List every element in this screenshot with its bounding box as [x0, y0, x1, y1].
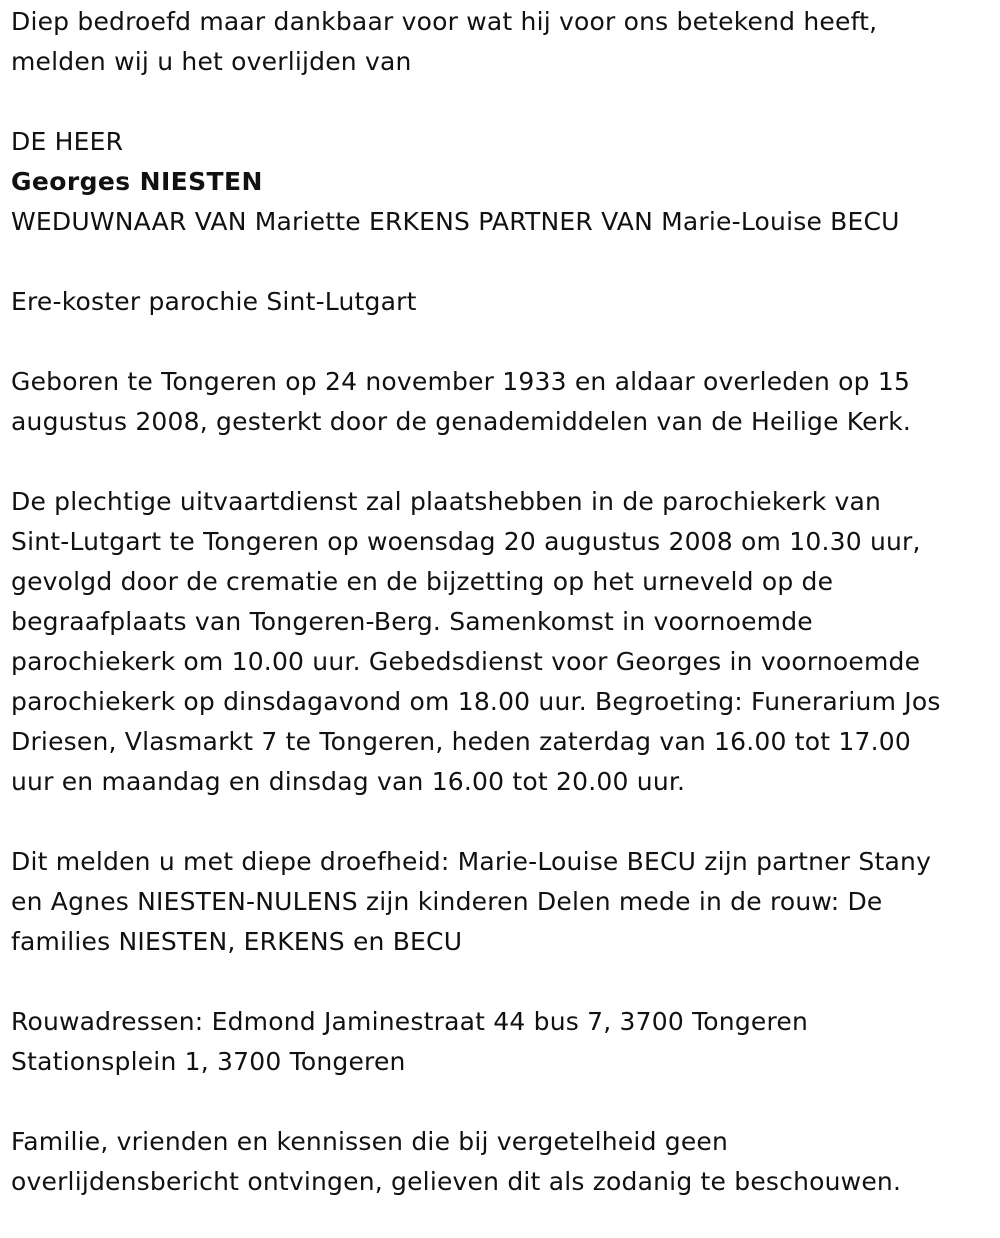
address-line: Stationsplein 1, 3700 Tongeren — [11, 1047, 406, 1076]
death-notice — [11, 2, 996, 1202]
intro-line: Diep bedroefd maar dankbaar voor wat hij voor ons betekend heeft, — [11, 7, 878, 36]
birth-death-line: augustus 2008, gesterkt door de genademiddelen van de Heilige Kerk. — [11, 407, 912, 436]
funeral-line: De plechtige uitvaartdienst zal plaatshebben in de parochiekerk van — [11, 487, 882, 516]
address-line: Rouwadressen: Edmond Jaminestraat 44 bus 7, 3700 Tongeren — [11, 1007, 809, 1036]
relations: WEDUWNAAR VAN Mariette ERKENS PARTNER VAN Marie-Louise BECU — [11, 207, 900, 236]
spacer — [11, 802, 996, 842]
spacer — [11, 242, 996, 282]
spacer — [11, 82, 996, 122]
spacer — [11, 322, 996, 362]
addresses-paragraph — [11, 1002, 996, 1082]
funeral-line: Sint-Lutgart te Tongeren op woensdag 20 augustus 2008 om 10.30 uur, — [11, 527, 921, 556]
spacer — [11, 962, 996, 1002]
birth-death-paragraph — [11, 362, 996, 442]
announcers-line: Dit melden u met diepe droefheid: Marie-Louise BECU zijn partner Stany — [11, 847, 932, 876]
closing-line: overlijdensbericht ontvingen, gelieven dit als zodanig te beschouwen. — [11, 1167, 902, 1196]
funeral-line: Driesen, Vlasmarkt 7 te Tongeren, heden zaterdag van 16.00 tot 17.00 — [11, 727, 911, 756]
closing-line: Familie, vrienden en kennissen die bij vergetelheid geen — [11, 1127, 729, 1156]
announcers-line: en Agnes NIESTEN-NULENS zijn kinderen Delen mede in de rouw: De — [11, 887, 883, 916]
intro-line: melden wij u het overlijden van — [11, 47, 412, 76]
funeral-line: parochiekerk op dinsdagavond om 18.00 uur. Begroeting: Funerarium Jos — [11, 687, 941, 716]
salutation: DE HEER — [11, 127, 124, 156]
funeral-line: parochiekerk om 10.00 uur. Gebedsdienst voor Georges in voornoemde — [11, 647, 921, 676]
birth-death-line: Geboren te Tongeren op 24 november 1933 en aldaar overleden op 15 — [11, 367, 911, 396]
funeral-line: uur en maandag en dinsdag van 16.00 tot 20.00 uur. — [11, 767, 686, 796]
spacer — [11, 1082, 996, 1122]
honorary-title: Ere-koster parochie Sint-Lutgart — [11, 287, 417, 316]
funeral-paragraph — [11, 482, 996, 802]
deceased-name: Georges NIESTEN — [11, 167, 263, 196]
spacer — [11, 442, 996, 482]
announcers-line: families NIESTEN, ERKENS en BECU — [11, 927, 463, 956]
closing-paragraph — [11, 1122, 996, 1202]
announcers-paragraph — [11, 842, 996, 962]
funeral-line: begraafplaats van Tongeren-Berg. Samenkomst in voornoemde — [11, 607, 813, 636]
funeral-line: gevolgd door de crematie en de bijzetting op het urneveld op de — [11, 567, 834, 596]
intro-paragraph — [11, 2, 996, 82]
